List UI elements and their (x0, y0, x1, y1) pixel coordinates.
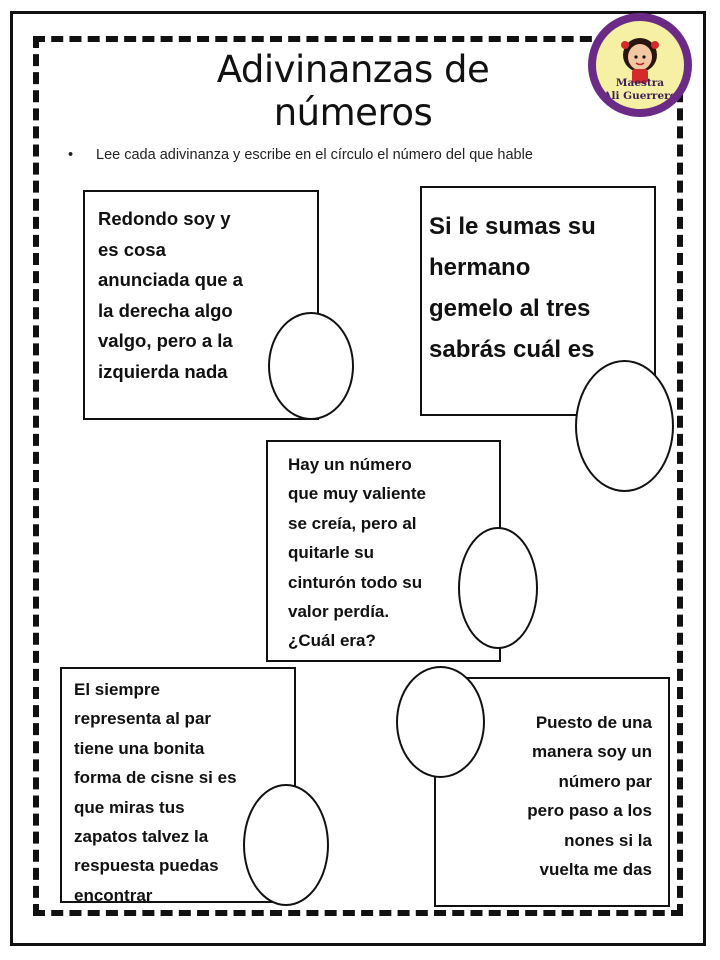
riddle-line: valor perdía. (288, 602, 390, 622)
riddle-line: que miras tus (74, 797, 185, 817)
riddle-line: manera soy un (532, 742, 652, 762)
riddle-line: quitarle su (288, 543, 374, 563)
riddle-line: se creía, pero al (288, 513, 417, 533)
riddle-line: pero paso a los (527, 801, 652, 821)
answer-circle-2[interactable] (575, 360, 674, 492)
riddle-line: forma de cisne si es (74, 768, 237, 788)
riddle-line: respuesta puedas (74, 856, 219, 876)
author-badge (588, 13, 692, 117)
instruction (68, 147, 533, 163)
riddle-line: sabrás cuál es (429, 336, 595, 363)
riddle-line: Hay un número (288, 455, 412, 474)
riddle-line: izquierda nada (98, 360, 228, 382)
riddle-line: nones si la (564, 830, 652, 850)
riddle-line: representa al par (74, 709, 212, 729)
riddle-line: que muy valiente (288, 484, 426, 504)
badge-line-1: Maestra (615, 77, 665, 89)
answer-circle-5[interactable] (396, 666, 485, 778)
bullet-icon: • (68, 147, 74, 163)
riddle-line: Redondo soy y (98, 208, 231, 229)
riddle-line: la derecha algo (98, 299, 233, 321)
riddle-line: Puesto de una (535, 713, 652, 732)
answer-circle-4[interactable] (243, 784, 329, 906)
instruction-text: Lee cada adivinanza y escribe en el círculo el número del que hable (96, 147, 533, 163)
riddle-line: vuelta me das (539, 860, 652, 880)
riddle-line: El siempre (74, 680, 160, 699)
answer-circle-3[interactable] (458, 527, 538, 649)
riddle-line: ¿Cuál era? (288, 631, 376, 651)
riddle-line: número par (558, 771, 652, 791)
riddle-line: hermano (429, 254, 531, 281)
riddle-line: tiene una bonita (74, 738, 205, 758)
riddle-line: gemelo al tres (429, 295, 591, 322)
riddle-line: anunciada que a (98, 269, 243, 290)
riddle-line: es cosa (98, 238, 166, 260)
riddle-line: cinturón todo su (288, 572, 423, 592)
badge-line-2: Ali Guerrero (603, 90, 677, 102)
page-title: Adivinanzas de números (216, 48, 490, 134)
riddle-line: Si le sumas su (429, 213, 596, 240)
answer-circle-1[interactable] (268, 312, 354, 420)
badge-inner (596, 21, 684, 109)
riddle-line: valgo, pero a la (98, 330, 233, 351)
riddle-line: encontrar (74, 885, 153, 905)
riddle-line: zapatos talvez la (74, 827, 209, 847)
